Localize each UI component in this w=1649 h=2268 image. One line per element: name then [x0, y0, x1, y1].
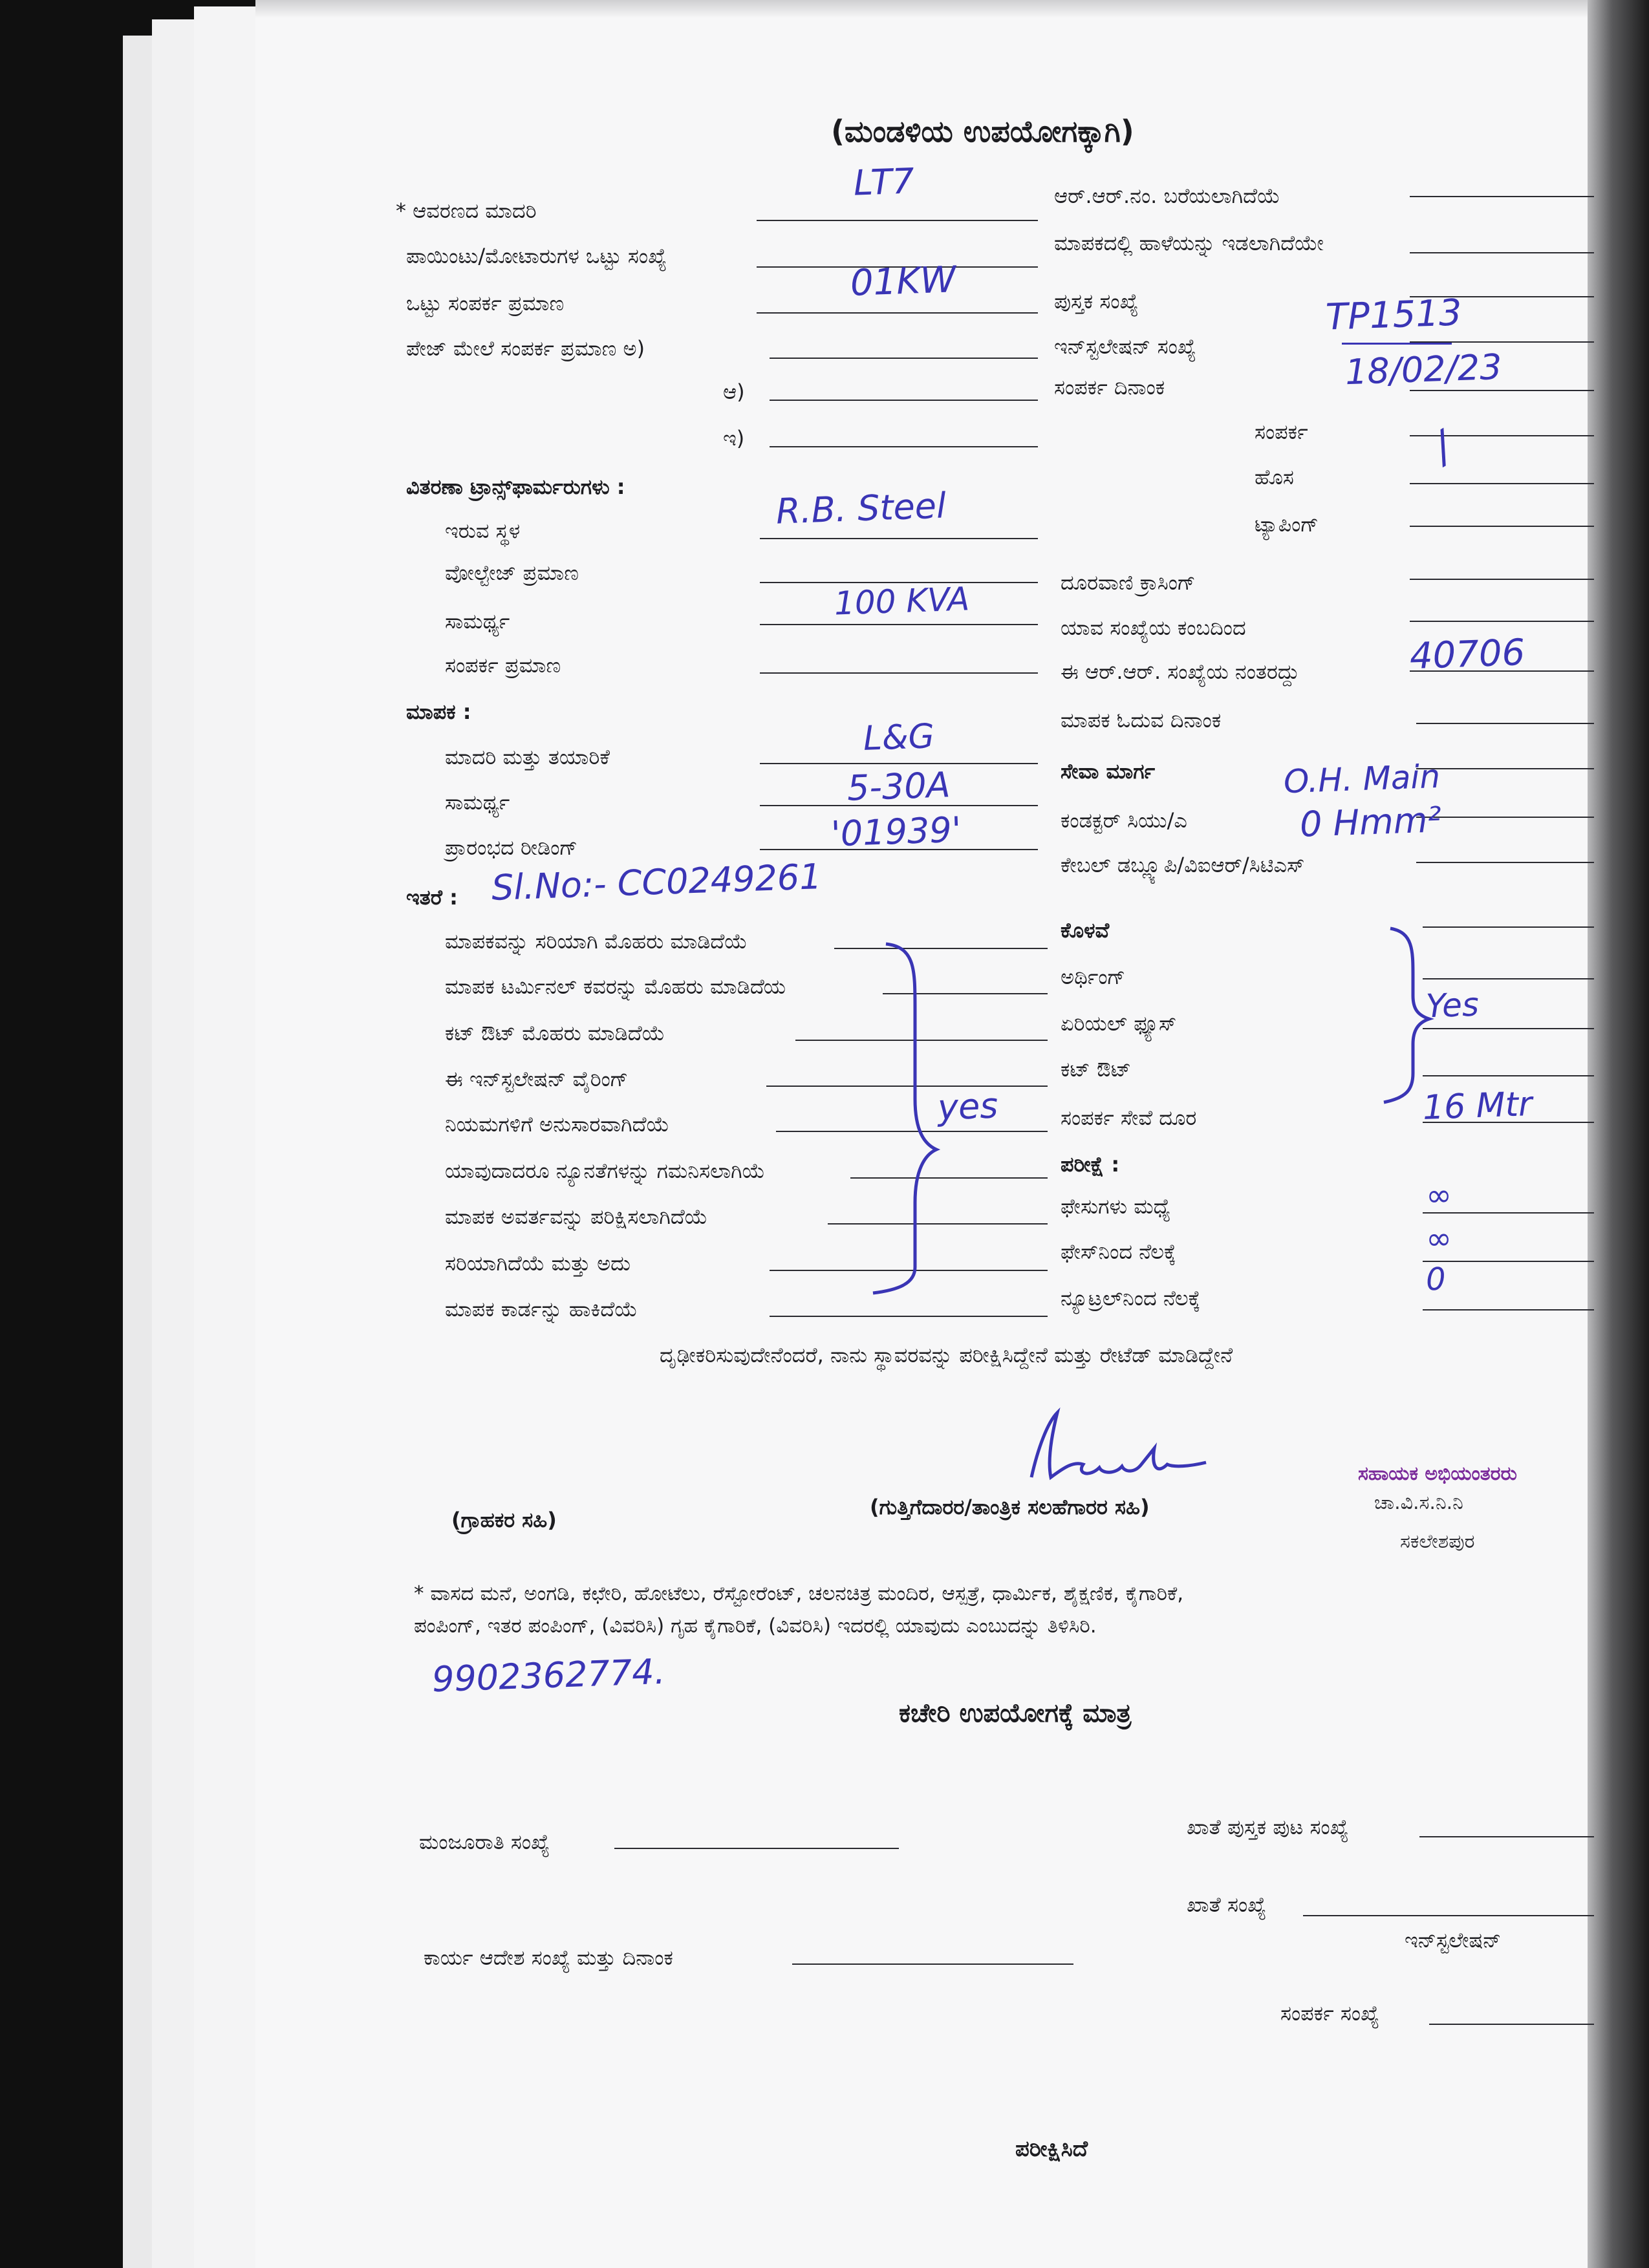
- handwritten-conductor: 0 Hmm²: [1299, 799, 1442, 845]
- field-label-total-load: ಒಟ್ಟು ಸಂಪರ್ಕ ಪ್ರಮಾಣ: [406, 291, 565, 316]
- field-label-account-number: ಖಾತೆ ಸಂಖ್ಯೆ: [1187, 1892, 1267, 1917]
- field-label-phase-load-c: ಇ): [723, 426, 745, 451]
- handwritten-service-distance: 16 Mtr: [1422, 1085, 1533, 1128]
- checked-label: ಪರೀಕ್ಷಿಸಿದೆ: [1015, 2136, 1088, 2162]
- field-line: [1423, 978, 1594, 979]
- field-label-rr-written: ಆರ್.ಆರ್.ನಂ. ಬರೆಯಲಾಗಿದೆಯೆ: [1054, 184, 1280, 208]
- check-label: ಯಾವುದಾದರೂ ನ್ಯೂನತೆಗಳನ್ನು ಗಮನಿಸಲಾಗಿಯೆ: [445, 1159, 766, 1183]
- handwritten-new-tick: /: [1424, 423, 1461, 472]
- handwritten-installation-number: TP1513: [1324, 292, 1463, 339]
- contractor-signature-label: (ಗುತ್ತಿಗೆದಾರರ/ತಾಂತ್ರಿಕ ಸಲಹೆಗಾರರ ಸಹಿ): [870, 1495, 1150, 1519]
- field-line: [770, 446, 1038, 447]
- field-label-phase-load-a: ಪೇಜ್ ಮೇಲೆ ಸಂಪರ್ಕ ಪ್ರಮಾಣ ಅ): [406, 336, 645, 361]
- field-label-meter-reading-date: ಮಾಪಕ ಓದುವ ದಿನಾಂಕ: [1061, 708, 1222, 733]
- handwritten-initial-reading: '01939': [830, 809, 962, 855]
- handwritten-service-main: O.H. Main: [1283, 757, 1441, 801]
- field-label-new: ಹೊಸ: [1255, 465, 1294, 489]
- field-line: [1423, 926, 1594, 928]
- handwritten-phase-to-phase: ∞: [1425, 1177, 1452, 1214]
- field-line: [1419, 1836, 1594, 1837]
- field-label-cutout: ಕಟ್ ಔಟ್: [1061, 1057, 1132, 1082]
- field-line: [1423, 1028, 1594, 1029]
- field-line: [1429, 2024, 1594, 2025]
- field-label-conductor: ಕಂಡಕ್ಟರ್ ಸಿಯು/ಎ: [1061, 808, 1187, 833]
- handwritten-phase-to-earth: ∞: [1425, 1220, 1452, 1257]
- field-label-service-distance: ಸಂಪರ್ಕ ಸೇವೆ ದೂರ: [1061, 1106, 1197, 1130]
- field-line: [1416, 723, 1594, 724]
- field-label-telephone-crossing: ದೂರವಾಣಿ ಕ್ರಾಸಿಂಗ್: [1061, 570, 1196, 595]
- field-line: [1416, 862, 1594, 863]
- field-line: [770, 400, 1038, 401]
- field-line: [792, 1963, 1073, 1965]
- field-label-cable-type: ಕೇಬಲ್ ಡಬ್ಲ್ಯೂಪಿ/ವಿಐಆರ್/ಸಿಟಿಎಸ್: [1061, 853, 1305, 877]
- binding-shadow: [1588, 0, 1649, 2268]
- field-line: [1423, 1075, 1594, 1076]
- page-title: (ಮಂಡಳಿಯ ಉಪಯೋಗಕ್ಕಾಗಿ): [831, 114, 1134, 149]
- field-line: [1416, 768, 1594, 769]
- office-stamp-line: ಸಹಾಯಕ ಅಭಿಯಂತರರು: [1358, 1462, 1517, 1485]
- field-line: [1423, 1309, 1594, 1311]
- section-heading-transformers: ವಿತರಣಾ ಟ್ರಾನ್ಸ್‌ಫಾರ್ಮರುಗಳು :: [406, 475, 625, 499]
- handwritten-make: L&G: [862, 717, 935, 758]
- check-label: ಮಾಪಕ ಅವರ್ತವನ್ನು ಪರಿಕ್ಷಿಸಲಾಗಿದೆಯೆ: [445, 1204, 708, 1229]
- field-label-conduit: ಕೊಳವೆ: [1061, 918, 1110, 943]
- field-line: [757, 220, 1038, 221]
- field-line: [770, 358, 1038, 359]
- office-stamp-line: ಚಾ.ವಿ.ಸ.ನಿ.ನಿ: [1374, 1492, 1463, 1514]
- field-label-others: ಇತರೆ :: [406, 885, 458, 910]
- field-label-phase-load-b: ಆ): [723, 380, 745, 404]
- check-label: ಈ ಇನ್‌ಸ್ಟಲೇಷನ್ ವೈರಿಂಗ್: [445, 1067, 629, 1091]
- handwritten-right-checks-answer: Yes: [1425, 985, 1480, 1025]
- field-line: [760, 763, 1038, 764]
- field-line: [1410, 390, 1594, 391]
- field-label-capacity: ಸಾಮರ್ಥ್ಯ: [445, 609, 510, 634]
- field-line: [1410, 252, 1594, 253]
- field-line: [760, 538, 1038, 539]
- field-label-initial-reading: ಪ್ರಾರಂಭದ ರೀಡಿಂಗ್: [445, 835, 578, 860]
- field-line: [770, 1316, 1048, 1317]
- handwritten-capacity: 100 KVA: [834, 580, 971, 623]
- field-line: [760, 672, 1038, 674]
- check-label: ಮಾಪಕ ಕಾರ್ಡನ್ನು ಹಾಕಿದೆಯೆ: [445, 1297, 638, 1321]
- field-line: [1423, 1261, 1594, 1262]
- check-label: ಸರಿಯಾಗಿದೆಯೆ ಮತ್ತು ಅದು: [445, 1251, 631, 1276]
- field-line: [757, 312, 1038, 314]
- field-label-connection-number: ಸಂಪರ್ಕ ಸಂಖ್ಯೆ: [1280, 2001, 1379, 2026]
- handwritten-after-rr: 40706: [1408, 631, 1526, 678]
- field-line: [1410, 196, 1594, 197]
- office-use-heading: ಕಚೇರಿ ಉಪಯೋಗಕ್ಕೆ ಮಾತ್ರ: [899, 1698, 1132, 1728]
- field-label-phase-to-phase: ಫೇಸುಗಳು ಮಧ್ಯೆ: [1061, 1194, 1171, 1219]
- handwritten-location: R.B. Steel: [775, 485, 947, 532]
- field-line: [1303, 1915, 1594, 1916]
- field-line: [614, 1848, 899, 1849]
- field-label-phase-to-earth: ಫೇಸ್‌ನಿಂದ ನೆಲಕ್ಕೆ: [1061, 1239, 1176, 1264]
- section-heading-meter: ಮಾಪಕ :: [406, 700, 471, 724]
- field-label-voltage: ವೋಲ್ಟೇಜ್ ಪ್ರಮಾಣ: [445, 561, 579, 585]
- field-label-meter-capacity: ಸಾಮರ್ಥ್ಯ: [445, 790, 510, 815]
- field-label-pole-number: ಯಾವ ಸಂಖ್ಯೆಯ ಕಂಬದಿಂದ: [1061, 615, 1246, 640]
- handwritten-signature: [1012, 1409, 1219, 1487]
- handwritten-meter-capacity: 5-30A: [846, 764, 951, 809]
- field-label-make: ಮಾದರಿ ಮತ್ತು ತಯಾರಿಕೆ: [445, 745, 610, 769]
- footnote-line: ಪಂಪಿಂಗ್, ಇತರ ಪಂಪಿಂಗ್, (ವಿವರಿಸಿ) ಗೃಹ ಕೈಗಾರಿಕೆ, (ವಿವರಿಸಿ) ಇದರಲ್ಲಿ ಯಾವುದು ಎಂಬುದನ್ನು ತಿಳಿಸಿರಿ.: [414, 1614, 1097, 1638]
- field-label-connected-load: ಸಂಪರ್ಕ ಪ್ರಮಾಣ: [445, 653, 561, 678]
- handwritten-total-load: 01KW: [849, 259, 957, 305]
- field-label-neutral-to-earth: ನ್ಯೂಟ್ರಲ್‌ನಿಂದ ನೆಲಕ್ಕೆ: [1061, 1286, 1201, 1311]
- field-label-earthing: ಅರ್ಥಿಂಗ್: [1061, 965, 1126, 989]
- handwritten-phone: 9902362774.: [431, 1651, 666, 1700]
- field-label-tapping: ಟ್ಯಾಪಿಂಗ್: [1255, 512, 1319, 537]
- section-heading-test: ಪರೀಕ್ಷೆ :: [1061, 1152, 1120, 1177]
- field-line: [1410, 483, 1594, 484]
- certification-text: ದೃಢೀಕರಿಸುವುದೇನೆಂದರೆ, ನಾನು ಸ್ಥಾವರವನ್ನು ಪರೀಕ್ಷಿಸಿದ್ದೇನೆ ಮತ್ತು ರೇಟೆಡ್ ಮಾಡಿದ್ದೇನೆ: [660, 1343, 1233, 1367]
- field-label-installation: ಇನ್‌ಸ್ಟಲೇಷನ್: [1405, 1928, 1502, 1952]
- field-label-installation-number: ಇನ್‌ಸ್ಟಲೇಷನ್ ಸಂಖ್ಯೆ: [1054, 334, 1196, 359]
- page-shadow: [255, 0, 1604, 18]
- check-label: ಮಾಪಕ ಟರ್ಮಿನಲ್ ಕವರನ್ನು ಮೊಹರು ಮಾಡಿದೆಯ: [445, 974, 786, 999]
- handwritten-serial-number: Sl.No:- CC0249261: [491, 856, 823, 908]
- check-label: ಕಟ್ ಔಟ್ ಮೊಹರು ಮಾಡಿದೆಯೆ: [445, 1021, 665, 1045]
- footnote-line: * ವಾಸದ ಮನೆ, ಅಂಗಡಿ, ಕಛೇರಿ, ಹೋಟೆಲು, ರೆಸ್ಟೋರೆಂಟ್, ಚಲನಚಿತ್ರ ಮಂದಿರ, ಆಸ್ಪತ್ರೆ, ಧಾರ್ಮಿಕ, ಶೈಕ್ಷಣಿಕ, ಕೈಗಾರಿಕೆ,: [414, 1582, 1184, 1605]
- handwritten-underline: [1342, 343, 1452, 345]
- check-label: ಮಾಪಕವನ್ನು ಸರಿಯಾಗಿ ಮೊಹರು ಮಾಡಿದೆಯೆ: [445, 929, 748, 954]
- field-line: [1416, 817, 1594, 818]
- office-stamp-line: ಸಕಲೇಶಪುರ: [1400, 1530, 1475, 1553]
- field-label-points-total: ಪಾಯಿಂಟು/ಮೋಟಾರುಗಳ ಒಟ್ಟು ಸಂಖ್ಯೆ: [406, 244, 667, 268]
- handwritten-neutral-to-earth: 0: [1425, 1261, 1447, 1298]
- field-label-premises-type: * ಆವರಣದ ಮಾದರಿ: [396, 198, 537, 223]
- field-label-after-rr: ಈ ಆರ್.ಆರ್. ಸಂಖ್ಯೆಯ ನಂತರದ್ದು: [1061, 659, 1300, 684]
- field-label-service-main: ಸೇವಾ ಮಾರ್ಗ: [1061, 759, 1156, 784]
- field-line: [1410, 621, 1594, 622]
- field-label-book-number: ಪುಸ್ತಕ ಸಂಖ್ಯೆ: [1054, 289, 1139, 314]
- field-label-location: ಇರುವ ಸ್ಥಳ: [445, 519, 521, 543]
- check-label: ನಿಯಮಗಳಿಗೆ ಅನುಸಾರವಾಗಿದೆಯೆ: [445, 1112, 670, 1137]
- handwritten-brace: [860, 931, 944, 1293]
- customer-signature-label: (ಗ್ರಾಹಕರ ಸಹಿ): [451, 1508, 557, 1532]
- field-label-connection-date: ಸಂಪರ್ಕ ದಿನಾಂಕ: [1054, 375, 1165, 400]
- field-line: [1410, 526, 1594, 527]
- field-label-meter-card-kept: ಮಾಪಕದಲ್ಲಿ ಹಾಳೆಯನ್ನು ಇಡಲಾಗಿದೆಯೇ: [1054, 231, 1324, 255]
- field-line: [1410, 579, 1594, 580]
- field-label-ledger-page: ಖಾತೆ ಪುಸ್ತಕ ಪುಟ ಸಂಖ್ಯೆ: [1187, 1815, 1349, 1839]
- field-label-sanction-number: ಮಂಜೂರಾತಿ ಸಂಖ್ಯೆ: [419, 1830, 550, 1854]
- field-label-connection: ಸಂಪರ್ಕ: [1255, 420, 1308, 444]
- handwritten-premises-type: LT7: [852, 160, 915, 204]
- field-line: [760, 624, 1038, 625]
- handwritten-connection-date: 18/02/23: [1344, 346, 1503, 393]
- field-label-aerial-fuse: ಏರಿಯಲ್ ಫ್ಯೂಸ್: [1061, 1011, 1177, 1036]
- field-label-work-order: ಕಾರ್ಯ ಆದೇಶ ಸಂಖ್ಯೆ ಮತ್ತು ದಿನಾಂಕ: [424, 1945, 673, 1970]
- handwritten-checks-answer: yes: [936, 1085, 999, 1128]
